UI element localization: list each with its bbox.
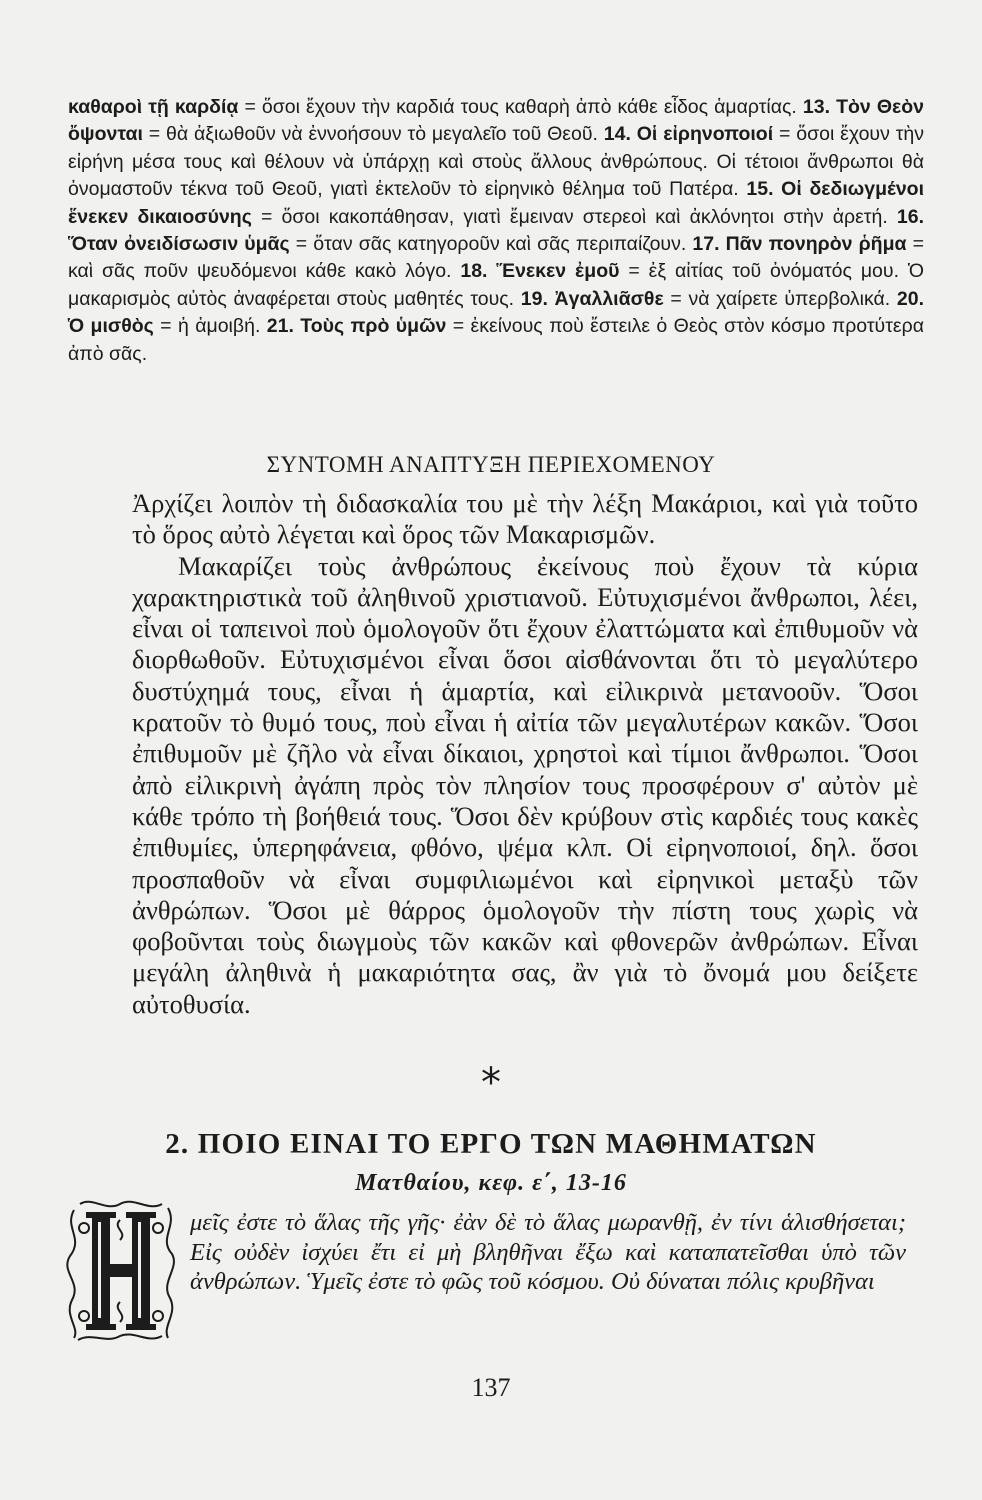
note-gloss: = ὅσοι κακοπάθησαν, γιατὶ ἔμειναν στερεοὶ καὶ ἀκλόνητοι στὴν ἀρετή.: [251, 205, 897, 228]
note-gloss: = νὰ χαίρετε ὑπερβολικά.: [663, 287, 897, 310]
commentary-paragraph: Ἀρχίζει λοιπὸν τὴ διδασκαλία του μὲ τὴν λέξη Μακάριοι, καὶ γιὰ τοῦτο τὸ ὅρος αὐτὸ λέγεται καὶ ὅρος τῶν Μακαρισμῶν.: [132, 488, 918, 550]
note-gloss: = ἐξ αἰτίας τοῦ ὀνόματός μου. Ὁ μακαρισμὸς αὐτὸς ἀναφέρεται στοὺς μαθητές τους.: [68, 260, 924, 310]
note-term: καθαροὶ τῇ καρδίᾳ: [68, 96, 239, 118]
note-term: 17. Πᾶν πονηρὸν ῥῆμα: [692, 233, 907, 256]
section-heading: ΣΥΝΤΟΜΗ ΑΝΑΠΤΥΞΗ ΠΕΡΙΕΧΟΜΕΝΟΥ: [266, 452, 716, 477]
note-term: 14. Οἱ εἰρηνοποιοί: [603, 123, 774, 146]
note-term: 16. Ὅταν ὀνειδίσωσιν ὑμᾶς: [68, 205, 924, 256]
page-number: 137: [471, 1373, 511, 1402]
section-divider-asterisk: *: [481, 1060, 501, 1106]
commentary-paragraph: Μακαρίζει τοὺς ἀνθρώπους ἐκείνους ποὺ ἔχουν τὰ κύρια χαρακτηριστικὰ τοῦ ἀληθινοῦ χριστιανοῦ. Εὐτυχισμένοι ἄνθρωποι, λέει, εἶναι οἱ ταπεινοὶ ποὺ ὁμολογοῦν ὅτι ἔχουν ἐλαττώματα καὶ ἐπιθυμοῦν νὰ διορθωθοῦν. Εὐτυχισμένοι εἶναι ὅσοι αἰσθάνονται ὅτι τὸ μεγαλύτερο δυστύχημά τους, εἶναι ἡ ἁμαρτία, καὶ εἰλικρινὰ μετανοοῦν. Ὅσοι κρατοῦν τὸ θυμό τους, ποὺ εἶναι ἡ αἰτία τῶν μεγαλυτέρων κακῶν. Ὅσοι ἐπιθυμοῦν μὲ ζῆλο νὰ εἶναι δίκαιοι, χρηστοὶ καὶ τίμιοι ἄνθρωποι. Ὅσοι ἀπὸ εἰλικρινὴ ἀγάπη πρὸς τὸν πλησίον τους προσφέρουν σ' αὐτὸν μὲ κάθε τρόπο τὴ βοήθειά τους. Ὅσοι δὲν κρύβουν στὶς καρδιές τους κακὲς ἐπιθυμίες, ὑπερηφάνεια, φθόνο, ψέμα κλπ. Οἱ εἰρηνοποιοί, δηλ. ὅσοι προσπαθοῦν νὰ εἶναι συμφιλιωμένοι καὶ εἰρηνικοὶ μεταξὺ τῶν ἀνθρώπων. Ὅσοι μὲ θάρρος ὁμολογοῦν τὴν πίστη τους χωρὶς νὰ φοβοῦνται τοὺς διωγμοὺς τῶν κακῶν καὶ φθονερῶν ἀνθρώπων. Εἶναι μεγάλη ἀληθινὰ ἡ μακαριότητα σας, ἂν γιὰ τὸ ὄνομά μου δείξετε αὐτοθυσία.: [132, 550, 918, 1019]
note-term: 13. Τὸν Θεὸν ὄψονται: [68, 96, 924, 146]
note-gloss: = ἡ ἀμοιβή.: [153, 315, 267, 338]
ornamental-drop-cap: [62, 1198, 180, 1344]
note-gloss: = ὅσοι ἔχουν τὴν εἰρήνη μέσα τους καὶ θέλουν νὰ ὑπάρχῃ καὶ στοὺς ἄλλους ἀνθρώπους. Οἱ τέτοιοι ἄνθρωποι θὰ ὀνομαστοῦν τέκνα τοῦ Θεοῦ, γιατὶ ἐκτελοῦν τὸ εἰρηνικὸ θέλημα τοῦ Πατέρα.: [68, 123, 924, 201]
note-gloss: = θὰ ἀξιωθοῦν νὰ ἐννοήσουν τὸ μεγαλεῖο τοῦ Θεοῦ.: [142, 123, 604, 146]
note-term: 21. Τοὺς πρὸ ὑμῶν: [266, 315, 447, 338]
scripture-text: μεῖς ἐστε τὸ ἅλας τῆς γῆς· ἐὰν δὲ τὸ ἅλας μωρανθῇ, ἐν τίνι ἁλισθήσεται; Εἰς οὐδὲν ἰσχύει ἔτι εἰ μὴ βληθῆναι ἔξω καὶ καταπατεῖσθαι ὑπὸ τῶν ἀνθρώπων. Ὑμεῖς ἐστε τὸ φῶς τοῦ κόσμου. Οὐ δύναται πόλις κρυβῆναι: [190, 1209, 906, 1295]
commentary-text: [132, 488, 918, 1020]
note-term: 19. Ἀγαλλιᾶσθε: [520, 287, 664, 310]
note-term: 20. Ὁ μισθὸς: [68, 287, 924, 338]
note-gloss: = ἐκείνους ποὺ ἔστειλε ὁ Θεὸς στὸν κόσμο προτύτερα ἀπὸ σᾶς.: [68, 315, 924, 365]
note-term: 18. Ἕνεκεν ἐμοῦ: [460, 260, 620, 283]
note-gloss: = καὶ σᾶς ποῦν ψευδόμενοι κάθε κακὸ λόγο.: [68, 233, 924, 283]
chapter-reference: Ματθαίου, κεφ. ε΄, 13-16: [355, 1170, 627, 1196]
note-gloss: = ὅταν σᾶς κατηγοροῦν καὶ σᾶς περιπαίζουν.: [289, 233, 693, 256]
chapter-title: 2. ΠΟΙΟ ΕΙΝΑΙ ΤΟ ΕΡΓΟ ΤΩΝ ΜΑΘΗΜΑΤΩΝ: [165, 1128, 817, 1160]
note-gloss: = ὅσοι ἔχουν τὴν καρδιά τους καθαρὴ ἀπὸ κάθε εἶδος ἁμαρτίας.: [238, 96, 803, 118]
verse-notes: [68, 94, 924, 368]
note-term: 15. Οἱ δεδιωγμένοι ἕνεκεν δικαιοσύνης: [68, 178, 925, 228]
